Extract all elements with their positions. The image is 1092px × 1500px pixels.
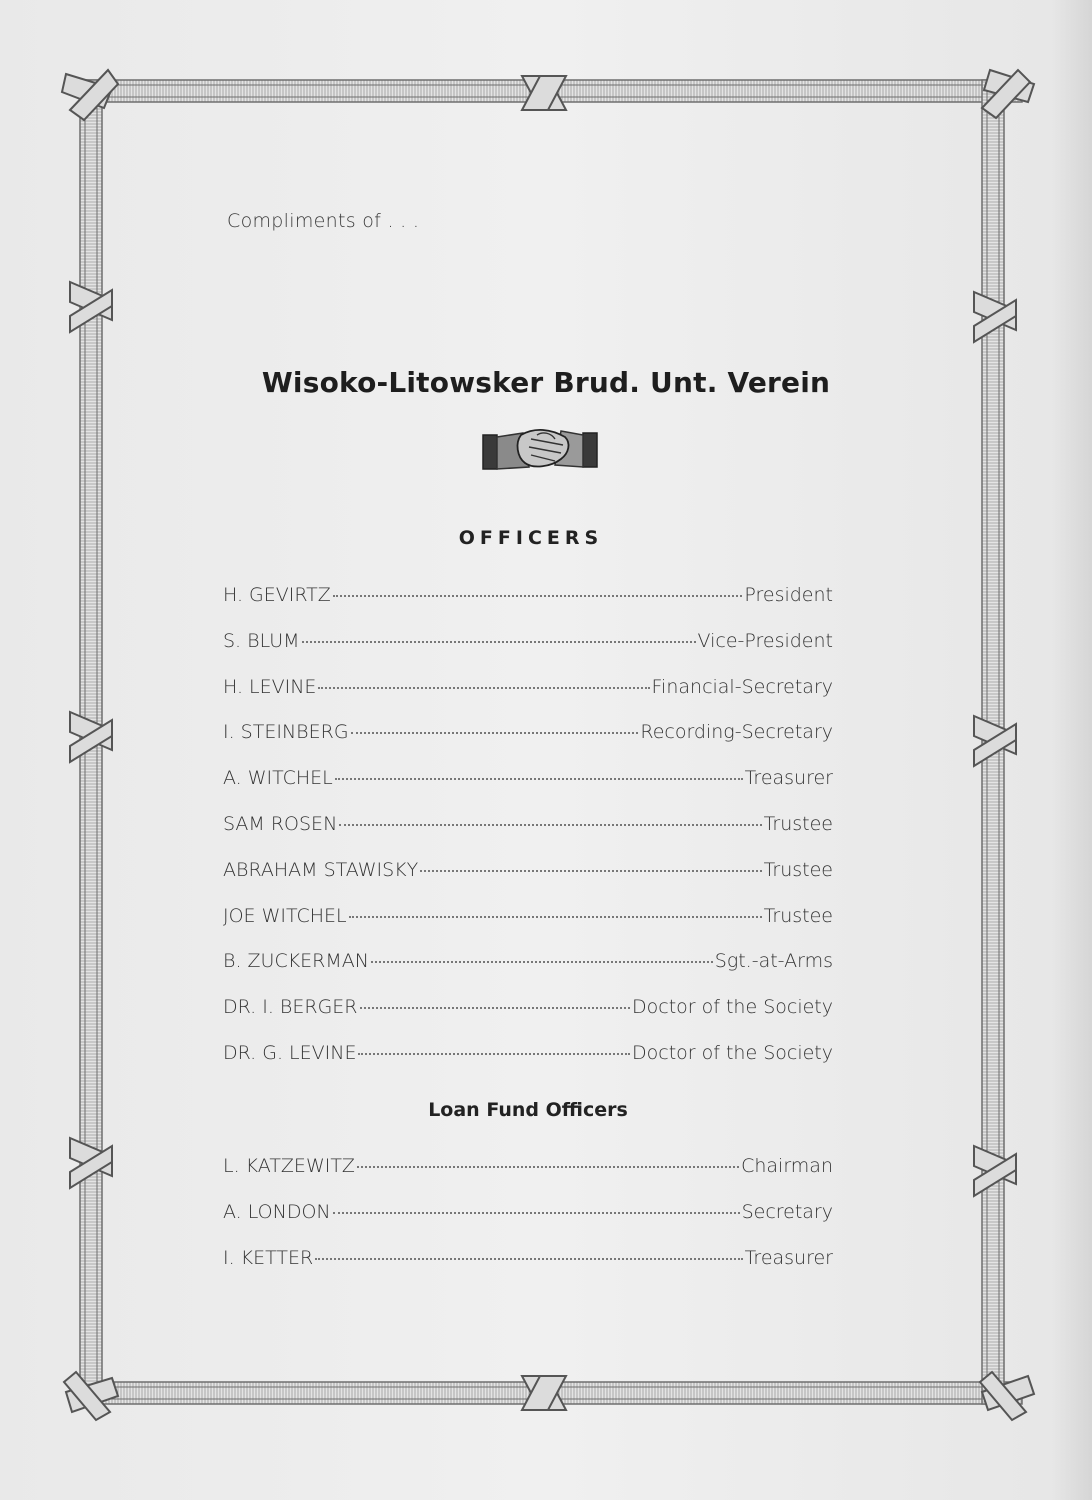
officer-row: [223, 584, 833, 612]
officer-name: L. KATZEWITZ: [223, 1155, 355, 1177]
dot-leader: [333, 1211, 740, 1214]
officer-title: Vice-President: [697, 629, 833, 652]
officer-row: [223, 950, 833, 978]
officer-row: [223, 630, 833, 658]
officer-name: I. KETTER: [223, 1247, 314, 1269]
dot-leader: [339, 823, 761, 826]
dot-leader: [371, 960, 713, 963]
dot-leader: [360, 1006, 631, 1009]
officer-row: [223, 1247, 833, 1275]
officer-title: Sgt.-at-Arms: [714, 950, 833, 973]
dot-leader: [351, 731, 639, 734]
dot-leader: [420, 869, 761, 872]
officer-title: Trustee: [763, 813, 833, 835]
officer-row: [223, 767, 833, 795]
officer-title: Recording-Secretary: [640, 721, 833, 744]
officer-name: H. LEVINE: [223, 675, 317, 698]
officer-row: [223, 813, 833, 841]
officer-title: Chairman: [741, 1155, 833, 1177]
society-name: Wisoko-Litowsker Brud. Unt. Verein: [261, 366, 831, 399]
compliments-line: Compliments of . . .: [227, 210, 420, 232]
officer-name: ABRAHAM STAWISKY: [223, 858, 419, 881]
dot-leader: [335, 777, 743, 780]
officer-row: [223, 905, 833, 933]
dot-leader: [358, 1052, 630, 1055]
dot-leader: [318, 686, 649, 689]
officer-title: Financial-Secretary: [651, 675, 833, 698]
dot-leader: [315, 1257, 742, 1260]
officer-name: A. WITCHEL: [223, 767, 333, 790]
officer-name: SAM ROSEN: [223, 813, 338, 835]
officers-heading: OFFICERS: [458, 527, 604, 549]
dot-leader: [349, 915, 762, 918]
handshake-icon: [481, 423, 601, 479]
officer-name: S. BLUM: [223, 629, 300, 652]
officer-title: Treasurer: [744, 1247, 833, 1269]
officer-title: Trustee: [763, 858, 833, 881]
officer-name: DR. I. BERGER: [223, 996, 358, 1019]
officer-row: [223, 676, 833, 704]
officer-row: [223, 1042, 833, 1070]
dot-leader: [302, 640, 696, 643]
officer-row: [223, 1201, 833, 1229]
officer-name: B. ZUCKERMAN: [223, 950, 369, 973]
officer-title: President: [744, 584, 833, 606]
officer-row: [223, 859, 833, 887]
dot-leader: [357, 1165, 739, 1168]
officer-name: H. GEVIRTZ: [223, 584, 331, 606]
officer-name: A. LONDON: [223, 1201, 331, 1223]
officer-title: Secretary: [741, 1201, 833, 1223]
officer-row: [223, 1155, 833, 1183]
officer-title: Treasurer: [744, 767, 833, 790]
dot-leader: [333, 594, 743, 597]
officer-title: Trustee: [763, 904, 833, 927]
officer-title: Doctor of the Society: [632, 1042, 833, 1064]
officer-name: I. STEINBERG: [223, 721, 349, 744]
officer-name: DR. G. LEVINE: [223, 1042, 357, 1064]
officer-row: [223, 996, 833, 1024]
officer-name: JOE WITCHEL: [223, 904, 347, 927]
officer-row: [223, 721, 833, 749]
loan-fund-heading: Loan Fund Officers: [428, 1099, 628, 1121]
officer-title: Doctor of the Society: [632, 996, 833, 1019]
